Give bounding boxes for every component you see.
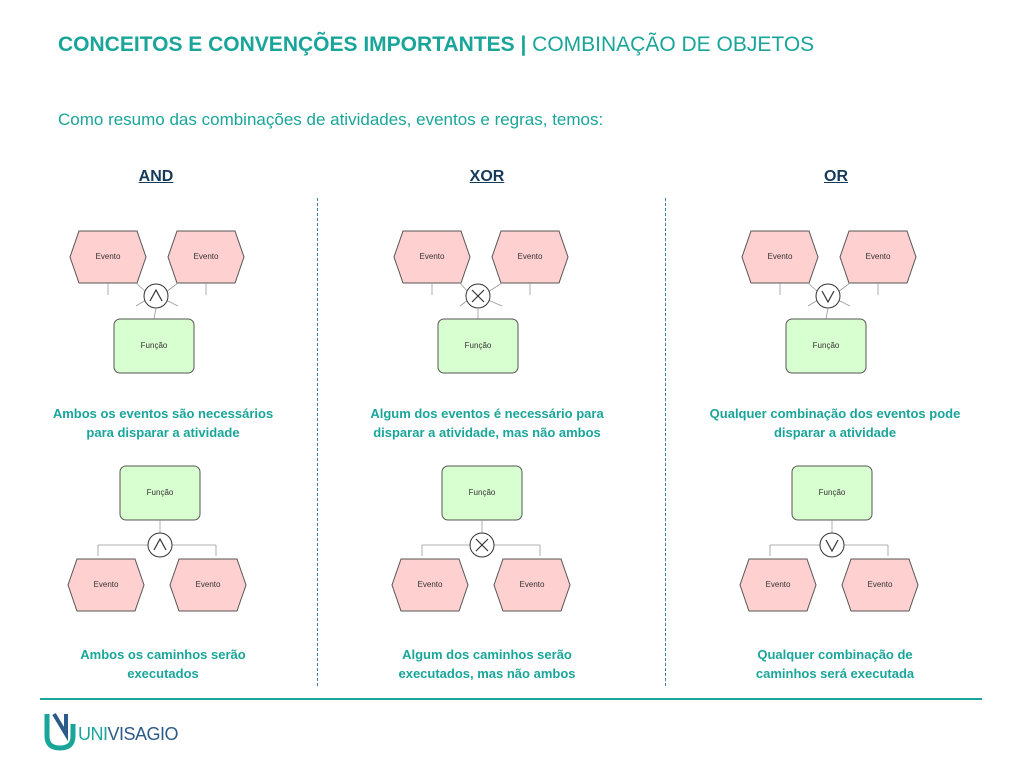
caption-and-bottom	[33, 645, 293, 683]
event-label: Evento	[867, 580, 893, 590]
caption-xor-bottom	[357, 645, 617, 683]
connector-or	[820, 533, 844, 557]
function-label: Função	[812, 341, 840, 351]
event-label: Evento	[517, 252, 543, 262]
connector-or	[816, 284, 840, 308]
logo-wordmark	[78, 724, 178, 745]
event-label: Evento	[519, 580, 545, 590]
caption-line: disparar a atividade, mas não ambos	[373, 425, 601, 440]
connector-line	[826, 308, 828, 319]
connector-line	[136, 283, 146, 292]
caption-line: disparar a atividade	[773, 425, 897, 440]
footer-rule	[40, 698, 982, 700]
function-label: Função	[468, 488, 496, 498]
event-label: Evento	[95, 252, 121, 262]
event-label: Evento	[767, 252, 793, 262]
function-label: Função	[140, 341, 168, 351]
connector-line	[154, 308, 156, 319]
caption-or-bottom	[705, 645, 965, 683]
caption-line: Qualquer combinação dos eventos pode	[709, 406, 961, 421]
caption-line: caminhos será executada	[755, 666, 915, 681]
function-label: Função	[146, 488, 174, 498]
heading-and: AND	[138, 168, 174, 185]
event-label: Evento	[419, 252, 445, 262]
connector-line	[488, 300, 502, 306]
connector-line	[136, 300, 146, 306]
event-label: Evento	[865, 252, 891, 262]
connector-line	[838, 283, 850, 292]
logo-text-rest: VISAGIO	[107, 724, 179, 744]
caption-line: Ambos os eventos são necessários	[52, 406, 274, 421]
connector-and	[144, 284, 168, 308]
connector-line	[808, 283, 818, 292]
logo-text-uni: UNI	[78, 724, 108, 744]
caption-line: executados	[127, 666, 199, 681]
caption-line: Ambos os caminhos serão	[80, 647, 246, 662]
title-main: CONCEITOS E CONVENÇÕES IMPORTANTES |	[58, 33, 527, 56]
connector-and	[148, 533, 172, 557]
event-label: Evento	[417, 580, 443, 590]
event-label: Evento	[93, 580, 119, 590]
heading-or: OR	[824, 168, 848, 185]
caption-line: Algum dos caminhos serão	[402, 647, 572, 662]
connector-line	[488, 283, 502, 292]
caption-line: Qualquer combinação de	[757, 647, 913, 662]
heading-xor: XOR	[469, 168, 505, 185]
event-label: Evento	[195, 580, 221, 590]
function-label: Função	[464, 341, 492, 351]
univisagio-logo-icon	[44, 712, 78, 752]
connector-line	[166, 283, 178, 292]
event-label: Evento	[193, 252, 219, 262]
intro-text: Como resumo das combinações de atividades, eventos e regras, temos:	[58, 110, 604, 129]
caption-line: executados, mas não ambos	[398, 666, 576, 681]
caption-line: Algum dos eventos é necessário para	[370, 406, 604, 421]
caption-and-top	[33, 404, 293, 442]
connector-line	[808, 300, 818, 306]
caption-or-top	[705, 404, 965, 442]
function-label: Função	[818, 488, 846, 498]
connector-line	[838, 300, 850, 306]
event-label: Evento	[765, 580, 791, 590]
caption-line: para disparar a atividade	[86, 425, 240, 440]
title-sub: COMBINAÇÃO DE OBJETOS	[532, 33, 815, 56]
caption-xor-top	[357, 404, 617, 442]
connector-line	[166, 300, 178, 306]
